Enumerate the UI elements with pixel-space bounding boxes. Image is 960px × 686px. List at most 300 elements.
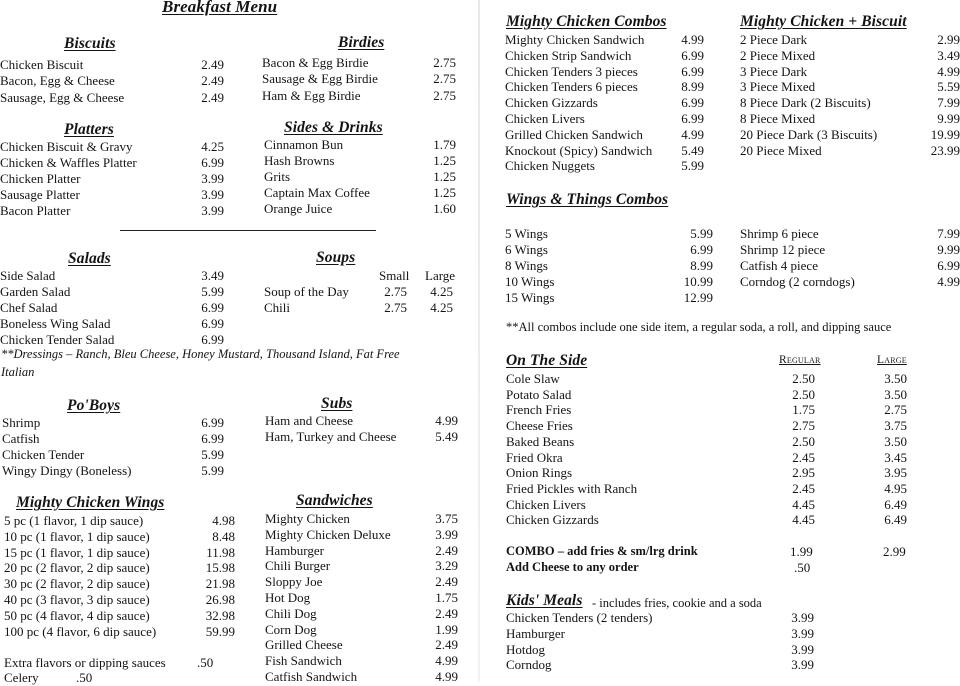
- menu-item-row: [740, 111, 960, 127]
- menu-item-name: Chicken & Waffles Platter: [0, 155, 137, 170]
- menu-item-name: Bacon, Egg & Cheese: [0, 73, 115, 89]
- menu-item-price-price: 2.75: [433, 71, 456, 87]
- menu-item-row: [4, 624, 244, 640]
- menu-item-name: Chicken Platter: [0, 171, 81, 186]
- section-title-birdies: Birdies: [338, 34, 385, 51]
- menu-item-name: Ham, Turkey and Cheese: [265, 428, 397, 444]
- page-title: Breakfast Menu: [162, 0, 278, 16]
- menu-item-regular-price: 2.95: [792, 465, 815, 481]
- menu-item-row: [265, 429, 505, 445]
- menu-item-price-price: 59.99: [205, 623, 235, 639]
- menu-item-price-price: 9.99: [937, 242, 960, 257]
- menu-item-price-price: 3.99: [201, 203, 224, 218]
- menu-item-row: [0, 187, 240, 203]
- menu-item-row: [2, 447, 242, 463]
- menu-item-row: [505, 111, 745, 127]
- menu-item-price-price: 4.99: [435, 413, 458, 428]
- menu-item-name: Chicken Livers: [505, 111, 585, 126]
- menu-item-name: Onion Rings: [506, 465, 573, 481]
- menu-item-row: [4, 545, 244, 561]
- menu-item-price-price: 4.99: [435, 653, 458, 669]
- menu-item-row: [740, 127, 960, 143]
- menu-item-price-price: 6.99: [681, 47, 704, 63]
- menu-item-price-price: 21.98: [205, 576, 235, 592]
- menu-item-name: Chicken Tenders (2 tenders): [506, 610, 653, 625]
- menu-item-name: Soup of the Day: [264, 284, 349, 299]
- menu-item-name: Chili Burger: [265, 558, 331, 574]
- menu-item-price-price: 12.99: [683, 290, 713, 305]
- menu-item-row: [0, 139, 240, 155]
- menu-item-name: Baked Beans: [506, 433, 575, 449]
- menu-item-name: Chicken Tender: [2, 446, 85, 462]
- menu-item-row: [0, 155, 240, 171]
- menu-item-row: [0, 171, 240, 187]
- menu-item-price-price: 8.99: [690, 258, 713, 273]
- menu-item-name: Chicken Tenders 6 pieces: [505, 79, 638, 95]
- menu-item-price-price: 3.99: [791, 641, 814, 657]
- menu-item-row: [0, 316, 240, 332]
- section-title-wings: Mighty Chicken Wings: [16, 494, 165, 511]
- menu-item-name: Boneless Wing Salad: [0, 315, 111, 331]
- menu-item-name: Grilled Chicken Sandwich: [505, 126, 643, 142]
- menu-item-name: Chicken Gizzards: [505, 95, 598, 111]
- combos-note: **All combos include one side item, a regular soda, a roll, and dipping sauce: [506, 320, 892, 334]
- add-cheese-price: .50: [794, 560, 811, 575]
- menu-item-price-price: 4.99: [681, 126, 704, 142]
- menu-item-row: [506, 480, 907, 497]
- menu-item-large-price: 3.45: [884, 449, 907, 465]
- menu-item-price-price: 8.99: [681, 79, 704, 95]
- menu-item-large-price: 3.95: [884, 465, 907, 481]
- menu-item-name: Hamburger: [265, 542, 324, 558]
- menu-item-name: 100 pc (4 flavor, 6 dip sauce): [4, 623, 157, 639]
- menu-item-name: Catfish: [2, 430, 40, 446]
- menu-item-price-price: 1.75: [435, 590, 458, 605]
- menu-item-regular-price: 2.45: [792, 480, 815, 496]
- menu-item-large-price: 4.95: [884, 480, 907, 496]
- combo-upgrade-regular: 1.99: [790, 544, 813, 559]
- menu-item-large-price: 4.25: [430, 299, 453, 315]
- menu-item-large-price: 6.49: [884, 512, 907, 528]
- menu-item-row: [506, 433, 907, 450]
- combo-upgrade-large: 2.99: [883, 544, 906, 559]
- menu-item-price-price: 4.98: [212, 513, 235, 528]
- menu-item-row: [265, 527, 505, 543]
- menu-item-row: [740, 274, 960, 290]
- menu-item-small-price: 2.75: [384, 284, 407, 299]
- menu-item-row: [4, 592, 244, 608]
- menu-item-price-price: 5.99: [690, 226, 713, 241]
- menu-item-price-price: 2.99: [937, 32, 960, 47]
- menu-item-large-price: 3.50: [884, 386, 907, 402]
- menu-item-row: [4, 513, 244, 529]
- celery-label: Celery: [4, 670, 39, 685]
- menu-item-row: [265, 558, 505, 574]
- menu-item-price-price: 6.99: [201, 415, 224, 430]
- menu-item-price-price: 4.99: [435, 669, 458, 684]
- menu-item-name: Shrimp: [2, 415, 41, 430]
- menu-item-row: [505, 226, 745, 242]
- menu-item-row: [506, 657, 814, 673]
- menu-item-name: Captain Max Coffee: [264, 185, 370, 200]
- menu-item-price-price: 32.98: [205, 607, 235, 623]
- menu-item-price-price: 4.99: [681, 32, 704, 47]
- section-title-on-the-side: On The Side: [506, 352, 588, 369]
- menu-item-name: 30 pc (2 flavor, 2 dip sauce): [4, 576, 150, 592]
- section-title-chicken-biscuit: Mighty Chicken + Biscuit: [740, 13, 907, 30]
- menu-item-name: 40 pc (3 flavor, 3 dip sauce): [4, 592, 150, 607]
- menu-item-price-price: 7.99: [937, 95, 960, 111]
- menu-item-row: [505, 95, 745, 111]
- menu-item-name: Chicken Nuggets: [505, 158, 595, 174]
- section-title-platters: Platters: [64, 121, 114, 138]
- menu-item-price-price: 4.25: [201, 139, 224, 154]
- menu-item-price-price: 5.99: [201, 283, 224, 299]
- menu-item-name: Fish Sandwich: [265, 653, 342, 669]
- menu-item-row: [505, 32, 745, 48]
- menu-item-row: [4, 608, 244, 624]
- section-title-combos: Mighty Chicken Combos: [506, 13, 667, 30]
- menu-item-row: [4, 576, 244, 592]
- menu-item-price-price: 5.49: [435, 428, 458, 444]
- menu-item-row: [506, 610, 814, 626]
- menu-item-name: 10 Wings: [505, 274, 555, 289]
- menu-item-price-price: 6.99: [681, 63, 704, 79]
- menu-item-name: Sausage, Egg & Cheese: [0, 89, 125, 105]
- menu-item-row: [265, 669, 505, 685]
- menu-item-price-price: 6.99: [681, 111, 704, 126]
- menu-item-price-price: 6.99: [690, 242, 713, 257]
- menu-item-row: [0, 90, 240, 106]
- menu-item-name: Chicken Strip Sandwich: [505, 47, 632, 63]
- menu-item-name: Sausage Platter: [0, 187, 80, 202]
- menu-item-row: [264, 137, 504, 153]
- menu-item-row: [506, 512, 907, 528]
- menu-item-name: Wingy Dingy (Boneless): [2, 462, 132, 478]
- section-title-sandwiches: Sandwiches: [296, 492, 373, 509]
- menu-item-price-price: 6.99: [201, 299, 224, 315]
- menu-item-large-price: 3.75: [884, 418, 907, 434]
- menu-item-price-price: 1.25: [433, 185, 456, 200]
- menu-item-regular-price: 1.75: [792, 402, 815, 418]
- soups-large-header: Large: [425, 268, 456, 283]
- menu-item-small-price: 2.75: [384, 299, 407, 315]
- menu-item-name: Fried Pickles with Ranch: [506, 480, 638, 496]
- menu-item-price-price: 3.99: [201, 187, 224, 202]
- menu-item-regular-price: 2.75: [792, 418, 815, 434]
- menu-item-large-price: 6.49: [884, 496, 907, 512]
- menu-item-name: Grilled Cheese: [265, 637, 343, 653]
- menu-item-regular-price: 2.45: [792, 449, 815, 465]
- menu-item-price-price: 19.99: [930, 126, 960, 142]
- menu-item-price-price: 6.99: [201, 331, 224, 347]
- menu-item-name: 5 Wings: [505, 226, 548, 241]
- menu-item-price-price: 3.99: [201, 171, 224, 186]
- menu-item-row: [2, 415, 242, 431]
- menu-item-price-price: 6.99: [937, 258, 960, 273]
- menu-item-name: Chicken Biscuit: [0, 57, 84, 72]
- menu-item-row: [506, 641, 814, 658]
- menu-item-price-price: 5.99: [201, 462, 224, 478]
- menu-item-row: [506, 496, 907, 513]
- menu-item-name: 20 Piece Dark (3 Biscuits): [740, 126, 878, 142]
- menu-item-row: [506, 386, 907, 403]
- menu-item-price-price: 2.49: [201, 89, 224, 105]
- menu-item-row: [265, 637, 505, 653]
- menu-item-row: [740, 242, 960, 258]
- menu-item-name: 10 pc (1 flavor, 1 dip sauce): [4, 528, 150, 544]
- salad-dressings-note: **Dressings – Ranch, Bleu Cheese, Honey Mustard, Thousand Island, Fat Free: [1, 347, 400, 361]
- section-title-sides-drinks: Sides & Drinks: [284, 119, 383, 136]
- menu-item-price-price: 3.29: [435, 558, 458, 574]
- menu-item-row: [265, 543, 505, 559]
- menu-item-price-price: 5.99: [681, 158, 704, 174]
- section-title-soups: Soups: [316, 249, 356, 266]
- menu-item-name: 3 Piece Mixed: [740, 79, 816, 95]
- menu-item-name: Catfish Sandwich: [265, 669, 358, 684]
- menu-item-row: [265, 511, 505, 527]
- menu-item-price-price: 8.48: [212, 528, 235, 544]
- menu-item-price-price: 1.60: [433, 201, 456, 216]
- menu-item-row: [264, 153, 504, 169]
- menu-item-name: Chicken Tender Salad: [0, 331, 115, 347]
- section-divider-line: [120, 230, 376, 231]
- menu-item-name: 6 Wings: [505, 242, 548, 257]
- menu-item-row: [264, 185, 504, 201]
- menu-item-row: [740, 95, 960, 111]
- menu-item-name: Corn Dog: [265, 621, 317, 637]
- menu-item-row: [505, 127, 745, 143]
- menu-item-row: [506, 465, 907, 481]
- menu-item-row: [506, 625, 814, 642]
- menu-item-row: [0, 332, 240, 348]
- menu-item-name: Chicken Biscuit & Gravy: [0, 139, 133, 154]
- menu-item-price-price: 23.99: [930, 142, 960, 158]
- menu-item-row: [506, 449, 907, 466]
- menu-item-name: Garden Salad: [0, 283, 71, 299]
- menu-item-price-price: 3.99: [791, 657, 814, 673]
- menu-item-row: [264, 201, 504, 217]
- celery-price: .50: [76, 670, 93, 685]
- menu-item-regular-price: 4.45: [792, 496, 815, 512]
- menu-item-name: Cole Slaw: [506, 371, 560, 386]
- menu-item-row: [265, 413, 505, 429]
- menu-item-row: [740, 79, 960, 95]
- menu-item-price-price: 6.99: [201, 430, 224, 446]
- menu-item-row: [505, 242, 745, 258]
- menu-item-name: Potato Salad: [506, 386, 572, 402]
- menu-item-price-price: 3.49: [937, 47, 960, 63]
- menu-item-price-price: 26.98: [205, 592, 235, 607]
- section-title-wings-things: Wings & Things Combos: [506, 191, 669, 208]
- menu-item-name: 8 Piece Mixed: [740, 111, 816, 126]
- menu-item-price-price: 5.99: [201, 446, 224, 462]
- menu-item-name: Mighty Chicken: [265, 511, 350, 526]
- menu-item-price-price: 5.59: [937, 79, 960, 95]
- menu-item-price-price: 3.99: [435, 526, 458, 542]
- section-title-subs: Subs: [321, 395, 353, 412]
- menu-item-price-price: 4.99: [937, 274, 960, 289]
- menu-item-name: Mighty Chicken Deluxe: [265, 526, 391, 542]
- menu-item-row: [265, 590, 505, 606]
- menu-item-name: French Fries: [506, 402, 572, 418]
- menu-item-row: [505, 274, 745, 290]
- menu-item-name: Orange Juice: [264, 201, 333, 216]
- menu-item-row: [0, 73, 240, 89]
- menu-item-price-price: 2.49: [201, 57, 224, 72]
- menu-item-row: [0, 57, 240, 73]
- menu-item-name: Hash Browns: [264, 153, 335, 168]
- menu-item-price-price: 3.49: [201, 268, 224, 283]
- menu-item-row: [505, 79, 745, 95]
- menu-item-row: [740, 226, 960, 242]
- menu-item-regular-price: 2.50: [792, 371, 815, 386]
- menu-item-name: Hotdog: [506, 641, 545, 657]
- menu-item-name: Side Salad: [0, 268, 56, 283]
- menu-item-row: [740, 258, 960, 274]
- menu-item-price-price: 2.49: [435, 605, 458, 621]
- menu-item-name: Sausage & Egg Birdie: [262, 71, 378, 87]
- menu-item-price-price: 2.75: [433, 87, 456, 103]
- menu-item-name: Chicken Gizzards: [506, 512, 599, 528]
- section-title-biscuits: Biscuits: [64, 35, 116, 52]
- menu-item-row: [505, 143, 745, 159]
- menu-item-name: Hamburger: [506, 625, 565, 641]
- menu-item-row: [505, 158, 745, 174]
- menu-item-name: 15 pc (1 flavor, 1 dip sauce): [4, 544, 150, 560]
- menu-item-price-price: 3.99: [791, 610, 814, 625]
- menu-item-price-price: 4.99: [937, 63, 960, 79]
- menu-item-row: [265, 606, 505, 622]
- menu-item-row: [0, 203, 240, 219]
- menu-item-row: [265, 653, 505, 669]
- menu-item-name: Chicken Tenders 3 pieces: [505, 63, 638, 79]
- menu-item-row: [265, 622, 505, 638]
- menu-item-name: 20 pc (2 flavor, 2 dip sauce): [4, 560, 150, 576]
- salad-dressings-note-line2: Italian: [1, 365, 35, 379]
- menu-item-regular-price: 2.50: [792, 433, 815, 449]
- menu-item-name: Hot Dog: [265, 590, 311, 605]
- menu-item-row: [505, 290, 745, 306]
- menu-item-name: 8 Wings: [505, 258, 548, 273]
- menu-item-name: 2 Piece Mixed: [740, 47, 816, 63]
- menu-item-regular-price: 2.50: [792, 386, 815, 402]
- menu-item-price-price: 2.49: [201, 73, 224, 89]
- menu-item-regular-price: 4.45: [792, 512, 815, 528]
- menu-item-price-price: 2.49: [435, 637, 458, 653]
- menu-item-row: [506, 402, 907, 418]
- section-title-poboys: Po'Boys: [67, 397, 121, 414]
- menu-item-price-price: 5.49: [681, 142, 704, 158]
- menu-item-price-price: 6.99: [201, 155, 224, 170]
- menu-item-name: Fried Okra: [506, 449, 563, 465]
- menu-item-name: Shrimp 12 piece: [740, 242, 826, 257]
- menu-item-name: 2 Piece Dark: [740, 32, 808, 47]
- menu-item-price-price: 2.75: [433, 55, 456, 70]
- menu-item-name: Chef Salad: [0, 299, 58, 315]
- menu-item-price-price: 6.99: [681, 95, 704, 111]
- extra-sauces-price: .50: [197, 655, 214, 670]
- menu-item-name: 50 pc (4 flavor, 4 dip sauce): [4, 607, 150, 623]
- menu-item-large-price: 3.50: [884, 433, 907, 449]
- soups-small-header: Small: [379, 268, 410, 283]
- menu-item-name: Mighty Chicken Sandwich: [505, 32, 645, 47]
- extra-sauces-label: Extra flavors or dipping sauces: [4, 655, 166, 670]
- menu-item-name: Bacon & Egg Birdie: [262, 55, 369, 70]
- menu-item-name: Bacon Platter: [0, 203, 71, 218]
- menu-item-row: [262, 71, 502, 87]
- menu-item-row: [264, 169, 504, 185]
- add-cheese-label: Add Cheese to any order: [506, 560, 639, 574]
- menu-item-row: [4, 529, 244, 545]
- menu-item-name: 5 pc (1 flavor, 1 dip sauce): [4, 513, 144, 528]
- menu-item-name: Catfish 4 piece: [740, 258, 818, 273]
- menu-item-name: 3 Piece Dark: [740, 63, 808, 79]
- menu-item-price-price: 1.99: [435, 621, 458, 637]
- menu-item-name: 8 Piece Dark (2 Biscuits): [740, 95, 871, 111]
- menu-item-row: [2, 463, 242, 479]
- menu-item-row: [740, 48, 960, 64]
- side-regular-header: Regular: [779, 354, 821, 366]
- menu-item-price-price: 9.99: [937, 111, 960, 126]
- menu-item-name: Ham and Cheese: [265, 413, 354, 428]
- menu-item-row: [740, 143, 960, 159]
- section-title-salads: Salads: [68, 250, 111, 267]
- menu-item-row: [262, 88, 502, 104]
- menu-item-large-price: 2.75: [884, 402, 907, 418]
- menu-item-row: [2, 431, 242, 447]
- menu-item-name: Knockout (Spicy) Sandwich: [505, 142, 653, 158]
- menu-item-price-price: 15.98: [205, 560, 235, 576]
- menu-item-price-price: 10.99: [683, 274, 713, 289]
- menu-item-name: Sloppy Joe: [265, 574, 323, 590]
- menu-item-row: [264, 300, 504, 316]
- menu-item-row: [265, 574, 505, 590]
- menu-item-name: Cheese Fries: [506, 418, 573, 434]
- menu-item-row: [740, 32, 960, 48]
- menu-item-price-price: 3.75: [435, 511, 458, 526]
- menu-item-name: Shrimp 6 piece: [740, 226, 819, 241]
- menu-item-name: Ham & Egg Birdie: [262, 87, 361, 103]
- section-title-kids: Kids' Meals: [506, 592, 583, 609]
- menu-item-name: 20 Piece Mixed: [740, 142, 822, 158]
- menu-item-row: [506, 371, 907, 387]
- menu-item-row: [505, 48, 745, 64]
- menu-item-row: [505, 258, 745, 274]
- menu-item-row: [4, 560, 244, 576]
- combo-upgrade-label: COMBO – add fries & sm/lrg drink: [506, 544, 698, 558]
- menu-item-row: [264, 284, 504, 300]
- menu-item-price-price: 1.25: [433, 153, 456, 168]
- menu-item-name: Corndog: [506, 657, 552, 673]
- menu-item-row: [0, 284, 240, 300]
- menu-item-name: Chicken Livers: [506, 496, 586, 512]
- menu-item-price-price: 1.25: [433, 169, 456, 184]
- menu-item-name: Chili: [264, 299, 291, 315]
- menu-item-name: Grits: [264, 169, 290, 184]
- menu-item-large-price: 4.25: [430, 284, 453, 299]
- kids-subtitle: - includes fries, cookie and a soda: [592, 596, 762, 610]
- side-large-header: Large: [877, 354, 907, 366]
- menu-item-large-price: 3.50: [884, 371, 907, 386]
- menu-item-name: 15 Wings: [505, 290, 555, 305]
- menu-item-price-price: 2.49: [435, 542, 458, 558]
- menu-item-row: [0, 300, 240, 316]
- menu-item-row: [262, 55, 502, 71]
- menu-item-price-price: 11.98: [206, 544, 235, 560]
- menu-item-price-price: 6.99: [201, 315, 224, 331]
- menu-item-name: Corndog (2 corndogs): [740, 274, 855, 289]
